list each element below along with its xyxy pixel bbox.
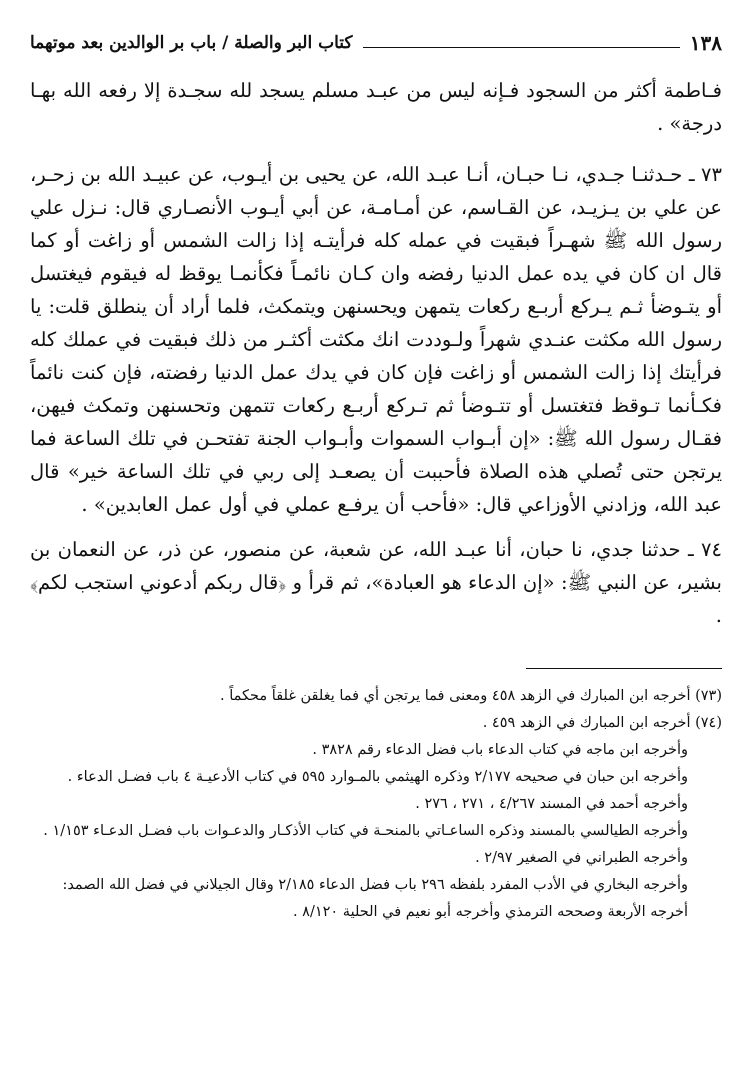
hadith-73: ٧٣ ـ حـدثنـا جـدي، نـا حبـان، أنـا عبـد الله، عن يحيى بن أيـوب، عن عبيـد الله بن زحـر، عن علي بن يـزيـد، عن القـاسم، عن أمـامـة، عن أبي أيـوب الأنصـاري قال: نـزل علي رسول الله ﷺ شهـراً فبقيت في عمله كله فرأيتـه إذا زالت الشمس أو زاغت أو كما قال ان كان في يده عمل الدنيا رفضه وان كـان نائمـاً فكأنمـا يوقظ له فيقوم فيغتسل أو يتـوضأ ثـم يـركع أربـع ركعات يتمهن ويحسنهن ويتمكث، فلما أراد أن ينطلق قلت: يا رسول الله مكثت عنـدي شهراً ولـوددت انك مكثت أكثـر من ذلك فبقيت في عملك كله فرأيتك إذا زالت الشمس أو زاغت فإن كان في يدك عمل الدنيا رفضته، فإن كنت نائماً فكـأنما تـوقظ فتغتسل أو تتـوضأ ثم تـركع أربـع ركعات تتمهن وتحسنهن وتمكث فيهن، فقـال رسول الله ﷺ: «إن أبـواب السموات وأبـواب الجنة تفتحـن في تلك الساعة فما يرتجن حتى تُصلي هذه الصلاة فأحببت أن يصعـد إلى ربي في تلك الساعة خير» قال عبد الله، وزادني الأوزاعي قال: «فأحب أن يرفـع عملي في أول عمل العابدين» . [30,163,722,516]
footnote-74-ref: وأخرجه الطبراني في الصغير ٢/٩٧ . [475,850,688,866]
footnote-74-ref: وأخرجه الطيالسي بالمسند وذكره الساعـاتي بالمنحـة في كتاب الأذكـار والدعـوات باب فضـل الدعـاء ١/١٥٣ . [43,823,688,839]
page-number: ١٣٨ [689,31,722,55]
footnote-separator [526,668,722,669]
chapter-title: كتاب البر والصلة / باب بر الوالدين بعد موتهما [30,33,353,53]
footnote-74-ref: وأخرجه ابن حبان في صحيحه ٢/١٧٧ وذكره الهيثمي بالمـوارد ٥٩٥ في كتاب الأدعيـة ٤ باب فضـل الدعاء . [67,769,688,785]
footnote-74-ref: وأخرجه البخاري في الأدب المفرد بلفظه ٢٩٦ باب فضل الدعاء ٢/١٨٥ وقال الجيلاني في فضل الله الصمد: أخرجه الأربعة وصححه الترمذي وأخرجه أبو نعيم في الحلية ٨/١٢٠ . [62,877,688,920]
footnotes [30,683,722,926]
paragraph-continuation: فـاطمة أكثر من السجود فـإنه ليس من عبـد مسلم يسجد لله سجـدة إلا رفعه الله بهـا درجة» . [30,79,722,135]
main-text [30,74,722,632]
book-page [30,28,722,926]
footnote-73: (٧٣) أخرجه ابن المبارك في الزهد ٤٥٨ ومعنى فما يرتجن أي فما يغلقن غلقاً محكماً . [220,688,722,704]
footnote-74-ref: وأخرجه ابن ماجه في كتاب الدعاء باب فضل الدعاء رقم ٣٨٢٨ . [312,742,688,758]
header-rule [363,47,680,48]
running-header [30,28,722,58]
footnote-74: (٧٤) أخرجه ابن المبارك في الزهد ٤٥٩ . [482,715,722,731]
footnote-74-ref: وأخرجه أحمد في المسند ٤/٢٦٧ ، ٢٧١ ، ٢٧٦ . [415,796,688,812]
hadith-74: ٧٤ ـ حدثنا جدي، نا حبان، أنا عبـد الله، عن شعبة، عن منصور، عن ذر، عن النعمان بن بشير، عن النبي ﷺ: «إن الدعاء هو العبادة»، ثم قرأ و ﴿قال ربكم أدعوني استجب لكم﴾ . [30,538,722,627]
